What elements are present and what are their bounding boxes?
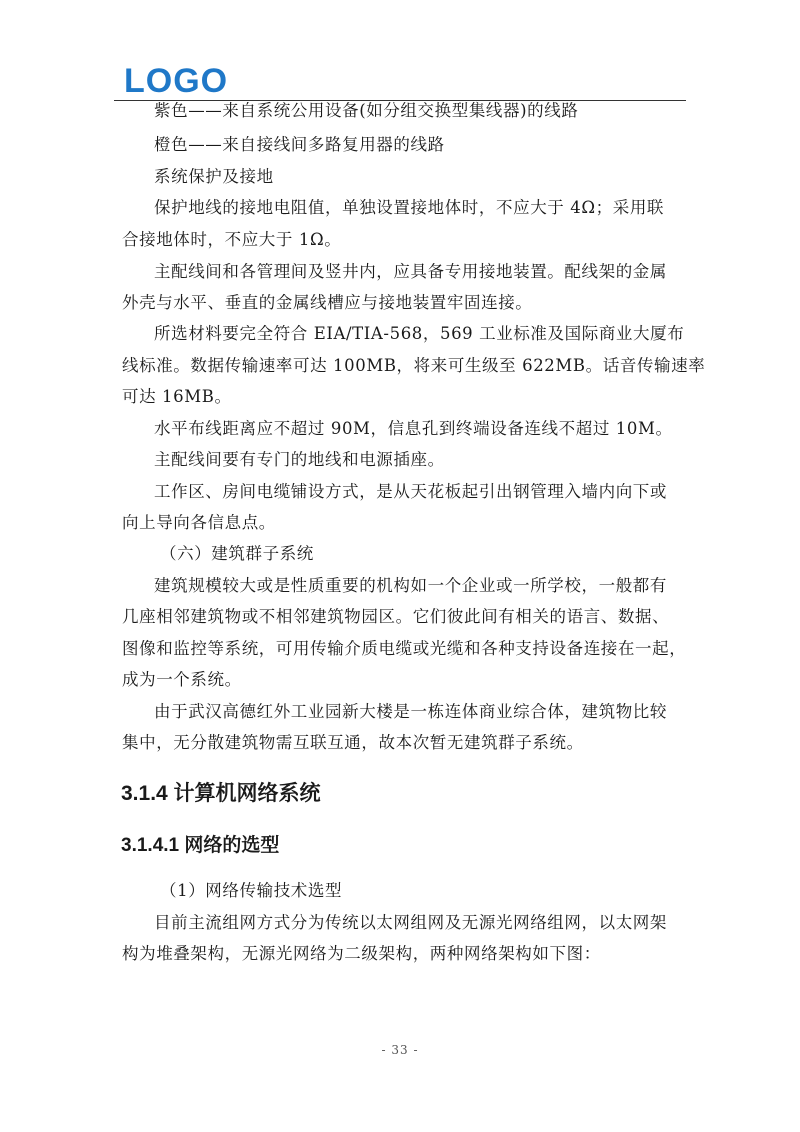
company-logo: [124, 62, 228, 98]
body-line: 紫色——来自系统公用设备(如分组交换型集线器)的线路: [154, 101, 579, 120]
body-line: 外壳与水平、垂直的金属线槽应与接地装置牢固连接。: [122, 293, 533, 312]
body-line: 构为堆叠架构，无源光网络为二级架构，两种网络架构如下图：: [122, 944, 601, 963]
section-heading: 3.1.4 计算机网络系统: [121, 782, 321, 805]
body-line: 主配线间和各管理间及竖井内，应具备专用接地装置。配线架的金属: [154, 262, 667, 281]
body-line: 图像和监控等系统，可用传输介质电缆或光缆和各种支持设备连接在一起，: [122, 639, 687, 658]
body-line: 可达 16MB。: [122, 387, 232, 406]
logo-graphic: [124, 62, 228, 98]
subsection-heading: 3.1.4.1 网络的选型: [121, 835, 280, 856]
body-line: 合接地体时，不应大于 1Ω。: [122, 230, 342, 249]
body-line: 由于武汉高德红外工业园新大楼是一栋连体商业综合体，建筑物比较: [154, 702, 667, 721]
body-line: 向上导向各信息点。: [122, 513, 276, 532]
body-line: 水平布线距离应不超过 90M，信息孔到终端设备连线不超过 10M。: [154, 419, 673, 438]
body-line: 工作区、房间电缆铺设方式，是从天花板起引出钢管理入墙内向下或: [154, 482, 667, 501]
section-label: （六）建筑群子系统: [160, 544, 314, 563]
body-line: 所选材料要完全符合 EIA/TIA-568，569 工业标准及国际商业大厦布: [154, 324, 685, 343]
item-label: （1）网络传输技术选型: [160, 881, 343, 900]
body-line: 几座相邻建筑物或不相邻建筑物园区。它们彼此间有相关的语言、数据、: [122, 607, 670, 626]
body-line: 橙色——来自接线间多路复用器的线路: [154, 135, 445, 154]
body-line: 成为一个系统。: [122, 670, 242, 689]
body-line: 保护地线的接地电阻值，单独设置接地体时，不应大于 4Ω；采用联: [154, 198, 665, 217]
logo-text: LOGO: [124, 62, 228, 98]
body-line: 线标准。数据传输速率可达 100MB，将来可生级至 622MB。话音传输速率: [122, 356, 706, 375]
body-line: 系统保护及接地: [154, 167, 274, 186]
body-line: 主配线间要有专门的地线和电源插座。: [154, 450, 445, 469]
page-number: - 33 -: [381, 1043, 419, 1057]
body-line: 集中，无分散建筑物需互联互通，故本次暂无建筑群子系统。: [122, 733, 584, 752]
body-line: 建筑规模较大或是性质重要的机构如一个企业或一所学校，一般都有: [154, 576, 667, 595]
body-line: 目前主流组网方式分为传统以太网组网及无源光网络组网，以太网架: [154, 913, 667, 932]
